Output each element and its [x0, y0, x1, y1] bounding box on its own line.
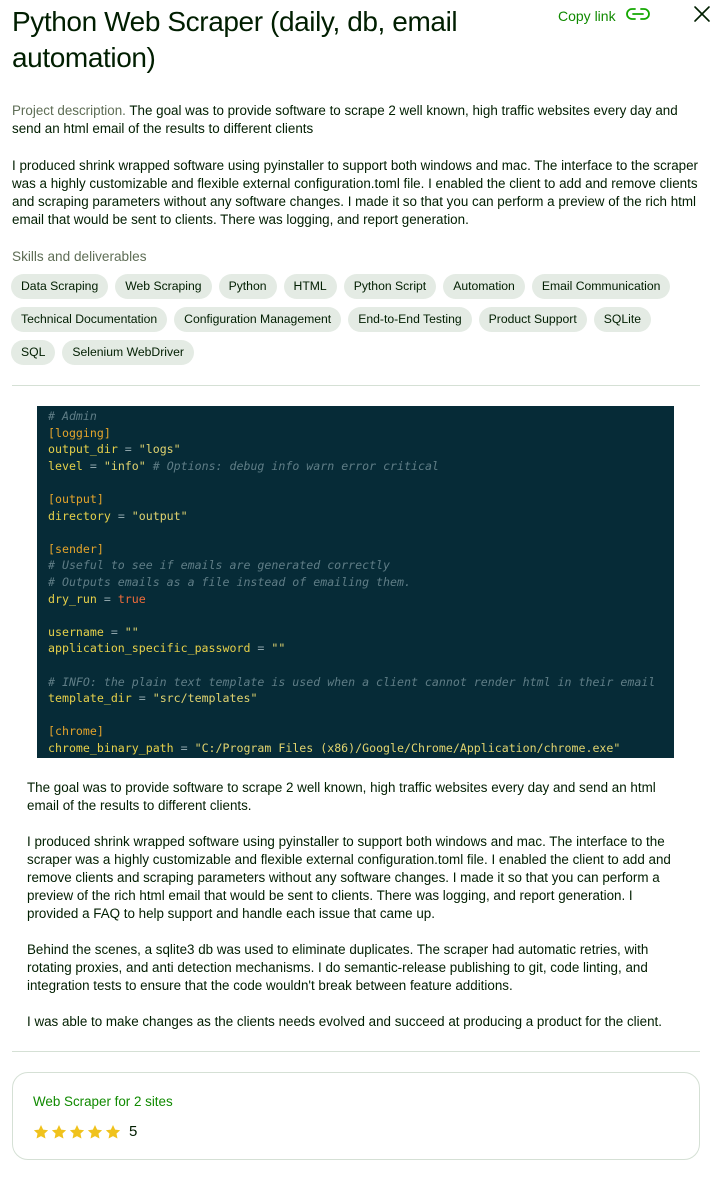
details-paragraph: The goal was to provide software to scrape 2 well known, high traffic websites every day and send an html email of the results to different clients. [27, 780, 656, 813]
project-header [12, 4, 542, 76]
code-key: dry_run [48, 591, 97, 606]
code-key: template_dir [48, 691, 132, 706]
code-value: "output" [131, 508, 188, 523]
details-paragraph: I was able to make changes as the clients needs evolved and succeed at producing a product for the client. [27, 1014, 662, 1029]
project-details [27, 779, 687, 1031]
code-value: "" [124, 624, 139, 639]
code-key: output_dir [48, 442, 118, 457]
skill-chip[interactable]: SQLite [594, 307, 651, 332]
copy-link-label: Copy link [558, 7, 616, 24]
skill-chip[interactable]: Email Communication [532, 274, 671, 299]
code-screenshot [37, 406, 674, 758]
code-section: [logging] [48, 425, 111, 440]
description-text-1: The goal was to provide software to scrape 2 well known, high traffic websites every day and send an html email of the results to different clients [12, 103, 678, 136]
review-card [12, 1072, 700, 1160]
stars-holder [33, 1124, 121, 1140]
close-button[interactable] [690, 4, 714, 28]
divider [12, 385, 700, 386]
description-label: Project description. [12, 103, 126, 118]
code-eq: = [257, 641, 265, 656]
description-paragraph-1 [12, 102, 702, 138]
star-icon [105, 1124, 121, 1140]
code-value: "src/templates" [152, 691, 258, 706]
code-value: "C:/Program Files (x86)/Google/Chrome/Application/chrome.exe" [194, 740, 621, 755]
code-eq: = [89, 458, 97, 473]
skill-chip[interactable]: Data Scraping [11, 274, 108, 299]
star-icon [87, 1124, 103, 1140]
rating-value: 5 [129, 1123, 138, 1140]
close-icon [693, 5, 711, 28]
skill-chip[interactable]: Configuration Management [174, 307, 341, 332]
code-comment: # Options: debug info warn error critical [152, 458, 439, 473]
code-eq: = [110, 624, 118, 639]
code-comment: # INFO: the plain text template is used when a client cannot render html in their email [48, 674, 656, 689]
skill-chip[interactable]: Product Support [479, 307, 587, 332]
star-rating [33, 1123, 137, 1140]
code-key: username [48, 624, 104, 639]
code-section: [chrome] [48, 724, 104, 739]
skill-chip[interactable]: Web Scraping [115, 274, 211, 299]
code-key: application_specific_password [48, 641, 251, 656]
code-eq: = [124, 442, 132, 457]
star-icon [69, 1124, 85, 1140]
skill-chip[interactable]: End-to-End Testing [348, 307, 471, 332]
code-eq: = [138, 691, 146, 706]
star-icon [33, 1124, 49, 1140]
code-key: directory [48, 508, 111, 523]
code-section: [sender] [48, 541, 104, 556]
project-title: Python Web Scraper (daily, db, email automation) [12, 6, 458, 73]
review-title[interactable]: Web Scraper for 2 sites [33, 1094, 173, 1109]
skills-list [11, 274, 701, 365]
skill-chip[interactable]: SQL [11, 340, 55, 365]
code-section: [output] [48, 491, 104, 506]
code-eq: = [117, 508, 125, 523]
skill-chip[interactable]: Python Script [344, 274, 436, 299]
skill-chip[interactable]: Selenium WebDriver [62, 340, 194, 365]
code-eq: = [103, 591, 111, 606]
code-comment: # Admin [48, 409, 97, 423]
code-comment: # Outputs emails as a file instead of emailing them. [48, 574, 411, 589]
divider [12, 1051, 700, 1052]
copy-link-button[interactable] [558, 6, 650, 25]
skills-heading: Skills and deliverables [12, 249, 147, 264]
details-paragraph: Behind the scenes, a sqlite3 db was used to eliminate duplicates. The scraper had automatic retries, with rotating proxies, and anti detection mechanisms. I do semantic-release publishing to git, code linting, and integration tests to ensure that the code wouldn't break between feature additions. [27, 942, 649, 993]
code-eq: = [180, 740, 188, 755]
code-value: "info" [103, 458, 146, 473]
code-key: chrome_binary_path [48, 740, 174, 755]
link-icon [626, 6, 650, 25]
project-description [12, 102, 702, 229]
description-paragraph-2: I produced shrink wrapped software using pyinstaller to support both windows and mac. The interface to the scraper was a highly customizable and flexible external configuration.toml file. I enabled the client to add and remove clients and scraping parameters without any software changes. I made it so that you can perform a preview of the rich html email that would be sent to clients. There was logging, and report generation. [12, 158, 699, 227]
skill-chip[interactable]: Automation [443, 274, 525, 299]
code-key: level [48, 458, 83, 473]
code-value: "" [271, 641, 286, 656]
skill-chip[interactable]: Python [219, 274, 277, 299]
details-paragraph: I produced shrink wrapped software using pyinstaller to support both windows and mac. The interface to the scraper was a highly customizable and flexible external configuration.toml file. I enabled the client to add and remove clients and scraping parameters without any software changes. I made it so that you can perform a preview of the rich html email that would be sent to clients. There was logging, and report generation. I provided a FAQ to help support and handle each issue that came up. [27, 834, 671, 921]
star-icon [51, 1124, 67, 1140]
skill-chip[interactable]: HTML [284, 274, 337, 299]
code-value: "logs" [138, 442, 181, 457]
code-value: true [117, 591, 146, 606]
code-comment: # Useful to see if emails are generated correctly [48, 558, 391, 573]
skill-chip[interactable]: Technical Documentation [11, 307, 167, 332]
